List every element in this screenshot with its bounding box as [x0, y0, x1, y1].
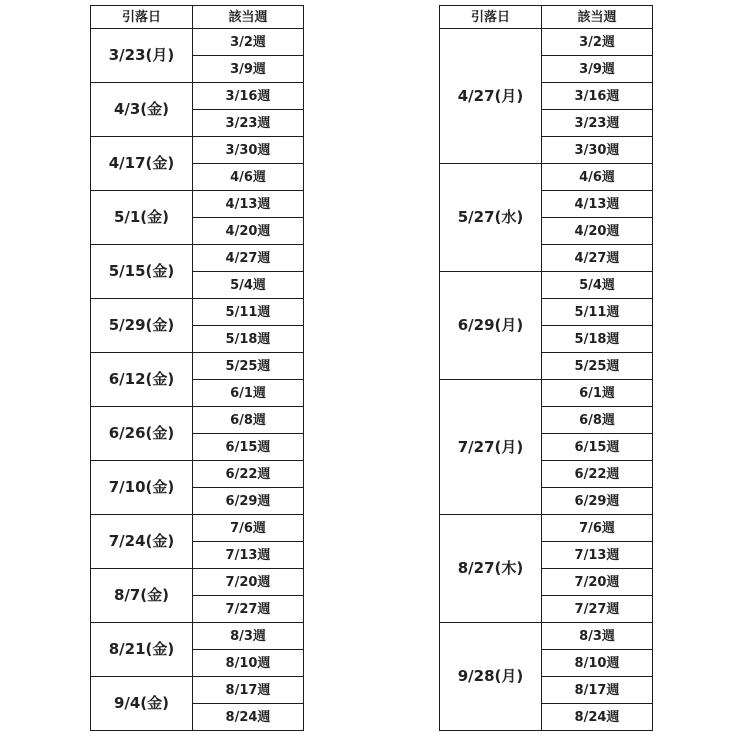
week-cell: 6/15週: [542, 434, 653, 461]
week-cell: 5/25週: [542, 353, 653, 380]
week-cell: 7/6週: [193, 515, 304, 542]
table-row: [91, 299, 304, 326]
header-payment-date: 引落日: [91, 6, 193, 29]
week-cell: 3/30週: [193, 137, 304, 164]
payment-date-cell: 5/27(水): [440, 164, 542, 272]
week-cell: 3/9週: [542, 56, 653, 83]
table-body: [440, 29, 653, 731]
payment-date-cell: 9/28(月): [440, 623, 542, 731]
week-cell: 6/1週: [542, 380, 653, 407]
header-week: 該当週: [193, 6, 304, 29]
week-cell: 5/18週: [193, 326, 304, 353]
week-cell: 5/11週: [193, 299, 304, 326]
week-cell: 7/27週: [542, 596, 653, 623]
week-cell: 5/4週: [193, 272, 304, 299]
week-cell: 8/3週: [542, 623, 653, 650]
week-cell: 6/8週: [542, 407, 653, 434]
payment-date-cell: 6/29(月): [440, 272, 542, 380]
week-cell: 8/10週: [193, 650, 304, 677]
week-cell: 4/13週: [542, 191, 653, 218]
payment-date-cell: 4/17(金): [91, 137, 193, 191]
table-row: [91, 623, 304, 650]
week-cell: 7/13週: [193, 542, 304, 569]
week-cell: 7/6週: [542, 515, 653, 542]
week-cell: 4/6週: [542, 164, 653, 191]
week-cell: 7/20週: [193, 569, 304, 596]
payment-date-cell: 7/24(金): [91, 515, 193, 569]
week-cell: 4/13週: [193, 191, 304, 218]
week-cell: 8/17週: [193, 677, 304, 704]
week-cell: 3/16週: [542, 83, 653, 110]
payment-date-cell: 9/4(金): [91, 677, 193, 731]
header-row: [91, 6, 304, 29]
payment-date-cell: 8/7(金): [91, 569, 193, 623]
table-row: [91, 407, 304, 434]
week-cell: 6/22週: [542, 461, 653, 488]
table-row: [91, 29, 304, 56]
week-cell: 6/29週: [193, 488, 304, 515]
week-cell: 5/25週: [193, 353, 304, 380]
payment-date-cell: 6/26(金): [91, 407, 193, 461]
payment-date-cell: 6/12(金): [91, 353, 193, 407]
table-row: [440, 272, 653, 299]
week-cell: 5/4週: [542, 272, 653, 299]
week-cell: 8/17週: [542, 677, 653, 704]
week-cell: 6/15週: [193, 434, 304, 461]
payment-date-cell: 8/21(金): [91, 623, 193, 677]
week-cell: 7/27週: [193, 596, 304, 623]
header-row: [440, 6, 653, 29]
payment-date-cell: 5/1(金): [91, 191, 193, 245]
week-cell: 3/23週: [193, 110, 304, 137]
week-cell: 3/2週: [542, 29, 653, 56]
week-cell: 8/10週: [542, 650, 653, 677]
week-cell: 4/20週: [542, 218, 653, 245]
table-row: [91, 245, 304, 272]
table-row: [440, 29, 653, 56]
payment-date-cell: 4/27(月): [440, 29, 542, 164]
week-cell: 4/27週: [542, 245, 653, 272]
week-cell: 7/13週: [542, 542, 653, 569]
table-row: [91, 569, 304, 596]
table-row: [440, 623, 653, 650]
payment-schedule-table-left: [90, 5, 304, 731]
table-body: [91, 29, 304, 731]
payment-date-cell: 7/10(金): [91, 461, 193, 515]
week-cell: 6/1週: [193, 380, 304, 407]
payment-date-cell: 7/27(月): [440, 380, 542, 515]
week-cell: 3/23週: [542, 110, 653, 137]
week-cell: 3/30週: [542, 137, 653, 164]
table-row: [440, 164, 653, 191]
header-payment-date: 引落日: [440, 6, 542, 29]
week-cell: 4/6週: [193, 164, 304, 191]
table-row: [440, 515, 653, 542]
week-cell: 4/27週: [193, 245, 304, 272]
payment-date-cell: 5/15(金): [91, 245, 193, 299]
table-row: [91, 515, 304, 542]
table-row: [91, 83, 304, 110]
table-row: [91, 353, 304, 380]
payment-date-cell: 5/29(金): [91, 299, 193, 353]
week-cell: 5/11週: [542, 299, 653, 326]
week-cell: 8/3週: [193, 623, 304, 650]
week-cell: 3/9週: [193, 56, 304, 83]
week-cell: 8/24週: [542, 704, 653, 731]
week-cell: 3/16週: [193, 83, 304, 110]
week-cell: 7/20週: [542, 569, 653, 596]
week-cell: 6/29週: [542, 488, 653, 515]
table-row: [91, 137, 304, 164]
week-cell: 3/2週: [193, 29, 304, 56]
week-cell: 4/20週: [193, 218, 304, 245]
week-cell: 6/8週: [193, 407, 304, 434]
payment-date-cell: 3/23(月): [91, 29, 193, 83]
week-cell: 8/24週: [193, 704, 304, 731]
table-row: [91, 461, 304, 488]
payment-date-cell: 8/27(木): [440, 515, 542, 623]
table-row: [91, 191, 304, 218]
payment-schedule-table-right: [439, 5, 653, 731]
header-week: 該当週: [542, 6, 653, 29]
week-cell: 6/22週: [193, 461, 304, 488]
table-row: [440, 380, 653, 407]
payment-date-cell: 4/3(金): [91, 83, 193, 137]
table-row: [91, 677, 304, 704]
week-cell: 5/18週: [542, 326, 653, 353]
